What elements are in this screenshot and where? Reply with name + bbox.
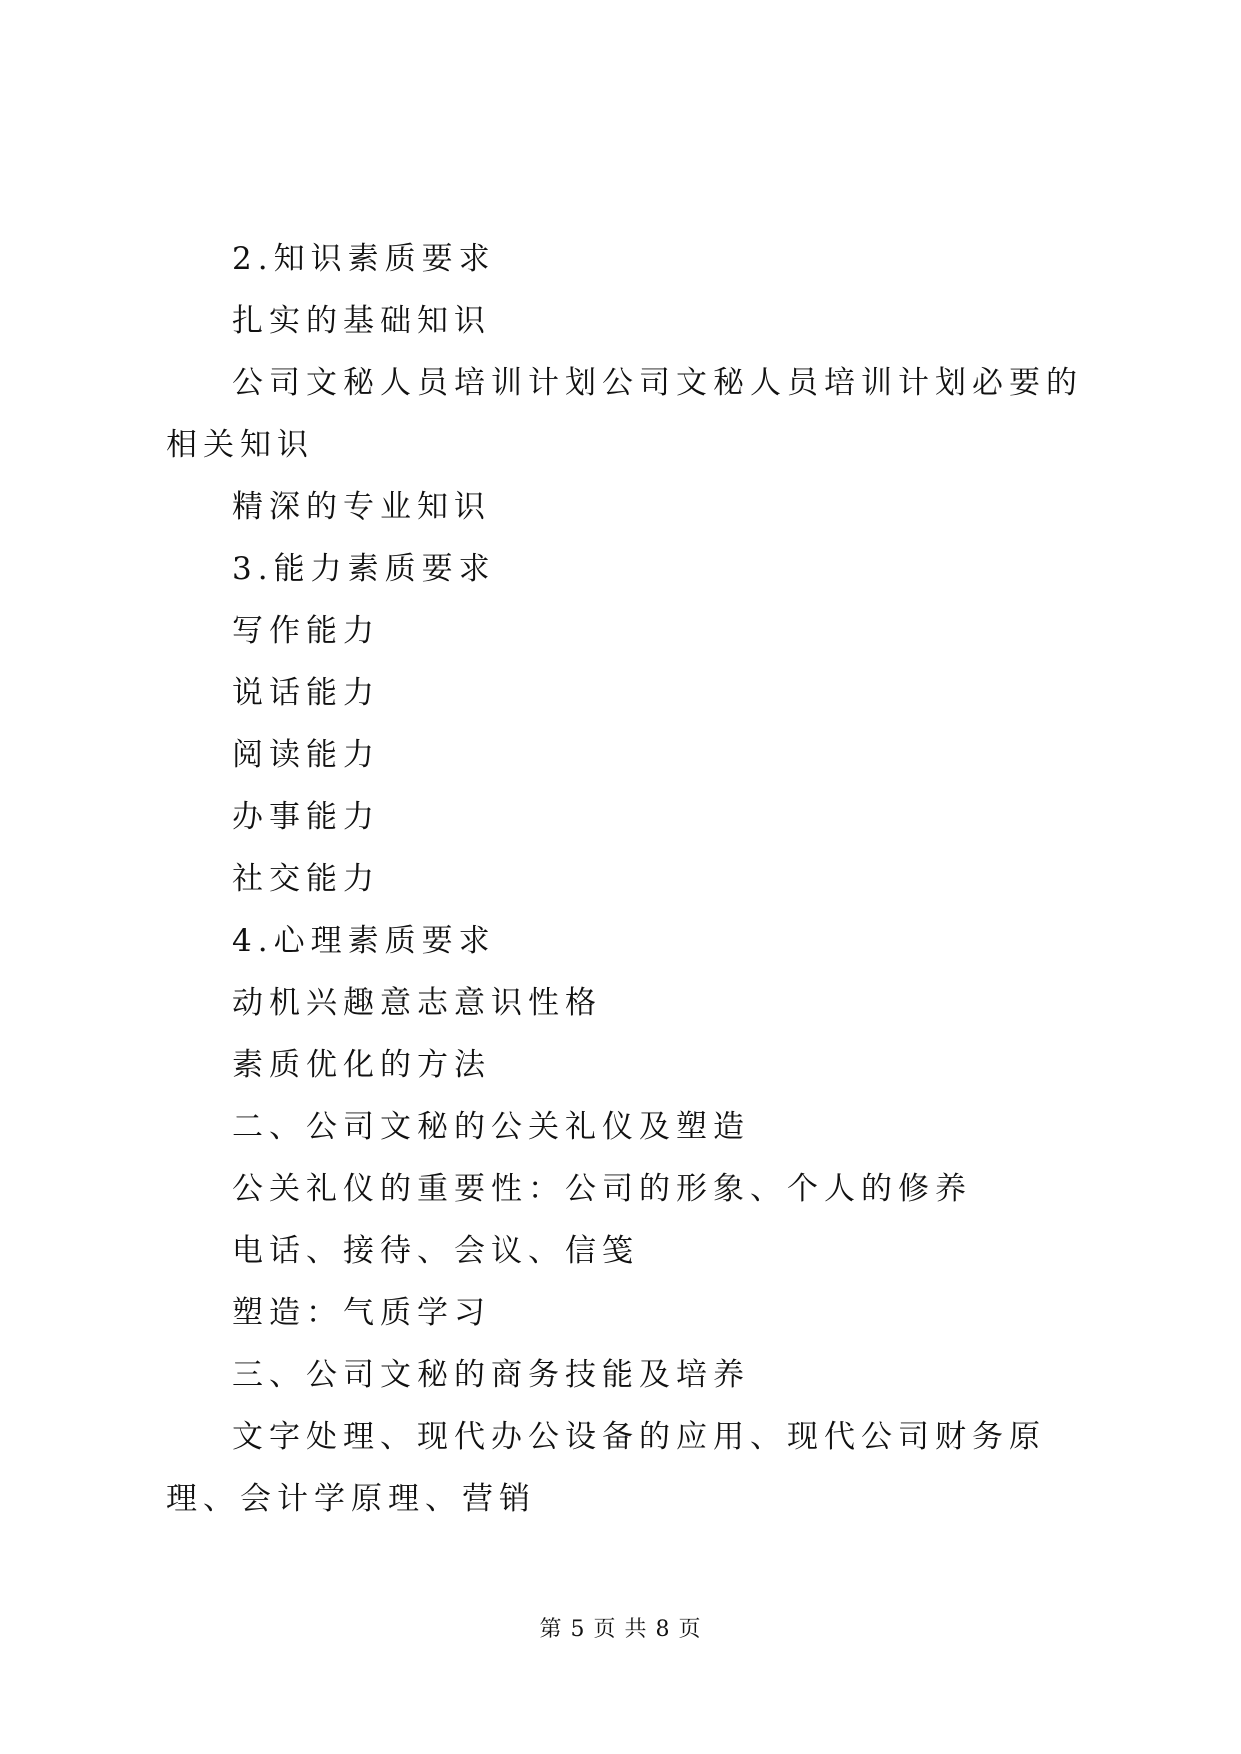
paragraph: 扎实的基础知识 (232, 303, 491, 339)
document-body (166, 228, 1086, 1530)
paragraph: 公关礼仪的重要性：公司的形象、个人的修养 (232, 1171, 972, 1207)
paragraph: 写作能力 (232, 613, 380, 649)
paragraph: 说话能力 (232, 675, 380, 711)
paragraph: 塑造：气质学习 (232, 1295, 491, 1331)
paragraph: 社交能力 (232, 861, 380, 897)
paragraph: 精深的专业知识 (232, 489, 491, 525)
paragraph: 4.心理素质要求 (232, 923, 496, 959)
paragraph: 三、公司文秘的商务技能及培养 (232, 1357, 750, 1393)
page-number-footer: 第 5 页 共 8 页 (539, 1617, 702, 1642)
paragraph: 2.知识素质要求 (232, 241, 496, 277)
paragraph: 动机兴趣意志意识性格 (232, 985, 602, 1021)
paragraph: 办事能力 (232, 799, 380, 835)
paragraph: 二、公司文秘的公关礼仪及塑造 (232, 1109, 750, 1145)
paragraph: 阅读能力 (232, 737, 380, 773)
paragraph: 公司文秘人员培训计划公司文秘人员培训计划必要的相关知识 (166, 365, 1083, 463)
paragraph: 素质优化的方法 (232, 1047, 491, 1083)
paragraph: 3.能力素质要求 (232, 551, 496, 587)
paragraph: 电话、接待、会议、信笺 (232, 1233, 639, 1269)
paragraph: 文字处理、现代办公设备的应用、现代公司财务原理、会计学原理、营销 (166, 1419, 1046, 1517)
